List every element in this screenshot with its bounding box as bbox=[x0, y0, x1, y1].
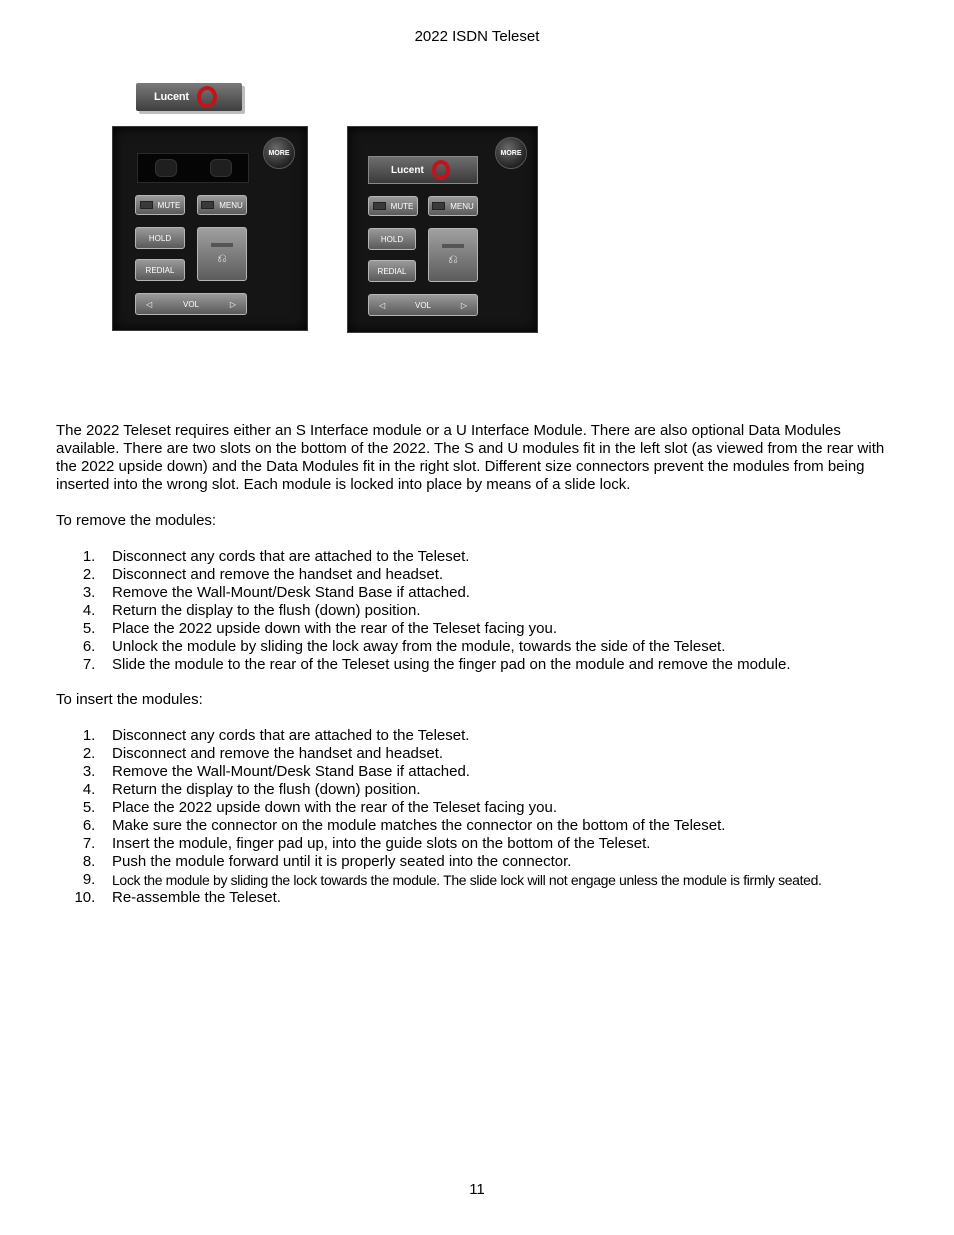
speaker-key bbox=[428, 228, 478, 282]
volume-key bbox=[368, 294, 478, 316]
volume-down-icon: ◁ bbox=[146, 299, 153, 309]
redial-key-label: REDIAL bbox=[377, 266, 407, 276]
list-item: 6. Make sure the connector on the module matches the connector on the bottom of the Teleset. bbox=[82, 817, 726, 834]
list-item: 2. Disconnect and remove the handset and headset. bbox=[82, 566, 444, 583]
list-item: 4. Return the display to the flush (down) position. bbox=[82, 781, 421, 798]
volume-key-label: VOL bbox=[182, 299, 199, 309]
list-item: 3. Remove the Wall-Mount/Desk Stand Base if attached. bbox=[82, 584, 470, 601]
insert-steps-list bbox=[56, 727, 916, 907]
installed-lucent-badge bbox=[368, 156, 478, 184]
teleset-panel-without-badge bbox=[112, 126, 308, 331]
led-indicator-icon bbox=[140, 201, 153, 209]
list-item: 9. Lock the module by sliding the lock towards the module. The slide lock will not engage unless the module is firmly seated. bbox=[82, 871, 822, 888]
remove-modules-heading: To remove the modules: bbox=[56, 512, 217, 529]
speaker-led bbox=[442, 244, 464, 248]
intro-paragraph: The 2022 Teleset requires either an S Interface module or a U Interface Module. There are also optional Data Modules available. There are two slots on the bottom of the 2022. The S and U modules fit in the left slot (as viewed from the rear with the 2022 upside down) and the Data Modules fit in the right slot. Different size connectors prevent the modules from being inserted into the wrong slot. Each module is locked into place by means of a slide lock. bbox=[56, 422, 885, 493]
mute-key bbox=[368, 196, 418, 216]
list-item: 8. Push the module forward until it is properly seated into the connector. bbox=[82, 853, 572, 870]
redial-key bbox=[368, 260, 416, 282]
led-indicator-icon bbox=[201, 201, 214, 209]
menu-key-label: MENU bbox=[219, 200, 243, 210]
led-indicator-icon bbox=[432, 202, 445, 210]
lucent-logo-icon bbox=[432, 160, 450, 180]
redial-key-label: REDIAL bbox=[145, 265, 175, 275]
volume-up-icon: ▷ bbox=[229, 299, 236, 309]
badge-slot bbox=[137, 153, 249, 183]
redial-key bbox=[135, 259, 185, 281]
installed-badge-text: Lucent bbox=[391, 164, 424, 176]
lucent-badge-image bbox=[136, 83, 242, 111]
volume-up-icon: ▷ bbox=[460, 300, 467, 310]
list-item: 5. Place the 2022 upside down with the rear of the Teleset facing you. bbox=[82, 799, 558, 816]
page-number: 11 bbox=[469, 1181, 485, 1198]
remove-steps-list bbox=[56, 548, 916, 674]
mute-key-label: MUTE bbox=[390, 201, 414, 211]
menu-key-label: MENU bbox=[450, 201, 474, 211]
list-item: 7. Insert the module, finger pad up, into the guide slots on the bottom of the Teleset. bbox=[82, 835, 651, 852]
list-item: 3. Remove the Wall-Mount/Desk Stand Base if attached. bbox=[82, 763, 470, 780]
more-key: MORE bbox=[495, 137, 527, 169]
hold-key-label: HOLD bbox=[148, 233, 172, 243]
teleset-panel-with-badge bbox=[347, 126, 538, 333]
lucent-logo-icon bbox=[197, 86, 217, 108]
led-indicator-icon bbox=[373, 202, 386, 210]
page-header: 2022 ISDN Teleset bbox=[414, 28, 540, 45]
volume-down-icon: ◁ bbox=[379, 300, 386, 310]
badge-text: Lucent bbox=[154, 91, 189, 103]
menu-key bbox=[197, 195, 247, 215]
volume-key bbox=[135, 293, 247, 315]
list-item: 7. Slide the module to the rear of the Teleset using the finger pad on the module and remove the module. bbox=[82, 656, 791, 673]
hold-key bbox=[368, 228, 416, 250]
list-item: 1. Disconnect any cords that are attached to the Teleset. bbox=[82, 548, 470, 565]
list-item: 10. Re-assemble the Teleset. bbox=[74, 889, 281, 906]
insert-modules-heading: To insert the modules: bbox=[56, 691, 203, 708]
list-item: 2. Disconnect and remove the handset and headset. bbox=[82, 745, 444, 762]
list-item: 4. Return the display to the flush (down) position. bbox=[82, 602, 421, 619]
slot-hole-right bbox=[210, 159, 232, 177]
speaker-key bbox=[197, 227, 247, 281]
hold-key-label: HOLD bbox=[380, 234, 404, 244]
hold-key bbox=[135, 227, 185, 249]
volume-key-label: VOL bbox=[414, 300, 431, 310]
speaker-icon: ⎌ bbox=[217, 250, 227, 265]
mute-key-label: MUTE bbox=[157, 200, 181, 210]
mute-key bbox=[135, 195, 185, 215]
speaker-led bbox=[211, 243, 233, 247]
more-key: MORE bbox=[263, 137, 295, 169]
speaker-icon: ⎌ bbox=[448, 251, 458, 266]
menu-key bbox=[428, 196, 478, 216]
slot-hole-left bbox=[155, 159, 177, 177]
list-item: 5. Place the 2022 upside down with the rear of the Teleset facing you. bbox=[82, 620, 558, 637]
list-item: 1. Disconnect any cords that are attached to the Teleset. bbox=[82, 727, 470, 744]
list-item: 6. Unlock the module by sliding the lock away from the module, towards the side of the Teleset. bbox=[82, 638, 726, 655]
